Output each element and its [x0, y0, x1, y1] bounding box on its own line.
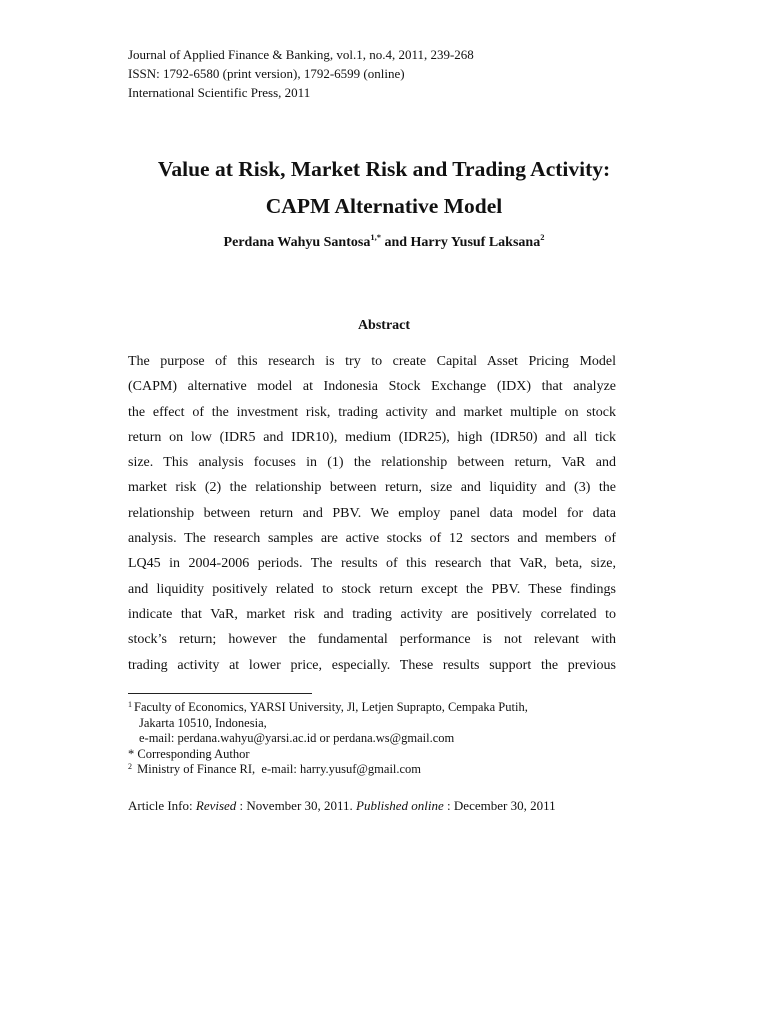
- author-connector: and: [380, 235, 411, 250]
- abstract-line: The purpose of this research is try to create Capital Asset Pricing Model: [128, 354, 616, 369]
- abstract-line: LQ45 in 2004-2006 periods. The results of this research that VaR, beta, size,: [128, 556, 616, 572]
- journal-header: [128, 45, 474, 102]
- footnote-1-email: e-mail: perdana.wahyu@yarsi.ac.id or perdana.ws@gmail.com: [139, 731, 455, 745]
- article-info-label: Article Info:: [128, 798, 196, 813]
- journal-publisher: International Scientific Press, 2011: [128, 85, 311, 100]
- published-online-label: Published online: [356, 798, 444, 813]
- footnote-corresponding-author: * Corresponding Author: [128, 746, 250, 761]
- footnote-2: [128, 762, 528, 778]
- author-2-name: Harry Yusuf Laksana: [410, 235, 541, 250]
- footnote-1-line-1: Faculty of Economics, YARSI University, Jl, Letjen Suprapto, Cempaka Putih,: [134, 700, 528, 714]
- paper-title-line-1: Value at Risk, Market Risk and Trading Activity:: [157, 157, 611, 181]
- journal-issn: ISSN: 1792-6580 (print version), 1792-6599 (online): [128, 66, 405, 81]
- abstract-line: and liquidity positively related to stock return except the PBV. These findings: [128, 581, 616, 597]
- abstract-body: [128, 349, 616, 678]
- footnote-1-line-2: Jakarta 10510, Indonesia,: [139, 715, 267, 730]
- abstract-line: the effect of the investment risk, trading activity and market multiple on stock: [128, 404, 616, 420]
- abstract-line: market risk (2) the relationship between return, size and liquidity and (3) the: [128, 480, 616, 496]
- abstract-line: size. This analysis focuses in (1) the relationship between return, VaR and: [128, 455, 616, 471]
- footnote-divider: [128, 693, 312, 694]
- abstract-heading: Abstract: [357, 318, 411, 333]
- footnote-1: [128, 700, 528, 716]
- footnote-2-mark: 2: [128, 762, 132, 771]
- journal-citation: Journal of Applied Finance & Banking, vol.1, no.4, 2011, 239-268: [128, 47, 474, 62]
- author-list: [0, 233, 768, 253]
- footnotes: [128, 700, 528, 778]
- author-2-affiliation-mark: 2: [540, 232, 545, 242]
- abstract-line: indicate that VaR, market risk and trading activity are positively correlated to: [128, 606, 616, 622]
- abstract-line: (CAPM) alternative model at Indonesia Stock Exchange (IDX) that analyze: [128, 379, 616, 395]
- published-date: : December 30, 2011: [443, 798, 556, 813]
- abstract-line: trading activity at lower price, especially. These results support the previous: [128, 657, 616, 673]
- abstract-line: analysis. The research samples are active stocks of 12 sectors and members of: [128, 531, 616, 547]
- abstract-line: return on low (IDR5 and IDR10), medium (IDR25), high (IDR50) and all tick: [128, 429, 616, 445]
- footnote-2-text: Ministry of Finance RI, e-mail: harry.yusuf@gmail.com: [134, 762, 422, 776]
- author-1-affiliation-mark: 1,*: [370, 232, 381, 242]
- paper-title: [0, 151, 768, 225]
- footnote-1-mark: 1: [128, 700, 132, 709]
- paper-title-line-2: CAPM Alternative Model: [265, 194, 503, 218]
- article-info: [128, 796, 556, 815]
- abstract-line: stock’s return; however the fundamental performance is not relevant with: [128, 632, 616, 648]
- revised-label: Revised: [195, 798, 237, 813]
- revised-date: : November 30, 2011.: [236, 798, 357, 813]
- author-1-name: Perdana Wahyu Santosa: [223, 235, 371, 250]
- abstract-line: relationship between return and PBV. We employ panel data model for data: [128, 505, 616, 521]
